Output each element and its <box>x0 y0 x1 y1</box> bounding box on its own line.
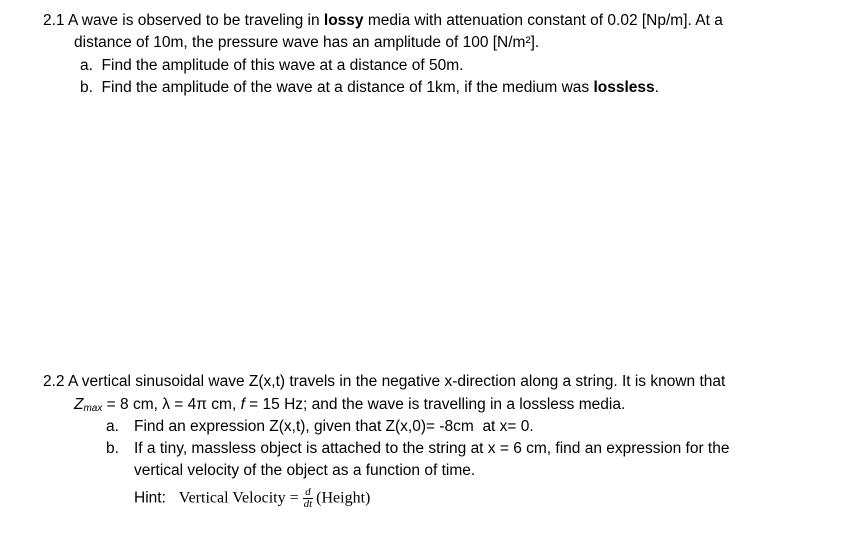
q22-part-b-line1: If a tiny, massless object is attached to the string at x = 6 cm, find an expression for the <box>134 440 730 457</box>
q22-part-b-line2: vertical velocity of the object as a function of time. <box>134 462 476 479</box>
q21-line2: distance of 10m, the pressure wave has an amplitude of 100 [N/m²]. <box>74 34 540 51</box>
q21-line1-post: media with attenuation constant of 0.02 [Np/m]. At a <box>363 12 723 29</box>
q21-lossless-bold: lossless <box>593 79 655 96</box>
q21-part-a: a. Find the amplitude of this wave at a distance of 50m. <box>80 57 464 74</box>
q22-line2-eq1: = 8 cm, λ = 4π cm, <box>102 396 241 413</box>
derivative-denominator: dt <box>303 498 313 510</box>
q22-frequency-symbol: f <box>240 396 245 413</box>
hint-label: Hint: <box>134 489 166 507</box>
q22-part-a-marker: a. <box>106 418 119 435</box>
q21-line1-pre: 2.1 A wave is observed to be traveling in <box>43 12 324 29</box>
q22-hint <box>134 487 370 510</box>
q21-part-b-post: . <box>654 79 659 96</box>
derivative-numerator: d <box>303 487 314 499</box>
hint-lhs: Vertical Velocity = <box>178 489 299 507</box>
q21-lossy-bold: lossy <box>323 12 364 29</box>
hint-rhs: (Height) <box>316 489 371 507</box>
q21-line1 <box>43 11 723 31</box>
derivative-fraction <box>303 487 314 510</box>
q21-part-b-pre: b. Find the amplitude of the wave at a distance of 1km, if the medium was <box>80 79 594 96</box>
q21-part-b <box>80 78 659 98</box>
q22-zmax-subscript: max <box>83 403 103 414</box>
q22-line2 <box>74 395 625 419</box>
q22-line1: 2.2 A vertical sinusoidal wave Z(x,t) travels in the negative x-direction along a string. It is known that <box>43 373 726 390</box>
q22-zmax-symbol: Z <box>74 396 84 413</box>
q22-line2-eq2: = 15 Hz; and the wave is travelling in a lossless media. <box>244 396 626 413</box>
q22-part-b-marker: b. <box>106 440 119 457</box>
q22-part-a: Find an expression Z(x,t), given that Z(x,0)= -8cm at x= 0. <box>134 418 534 435</box>
